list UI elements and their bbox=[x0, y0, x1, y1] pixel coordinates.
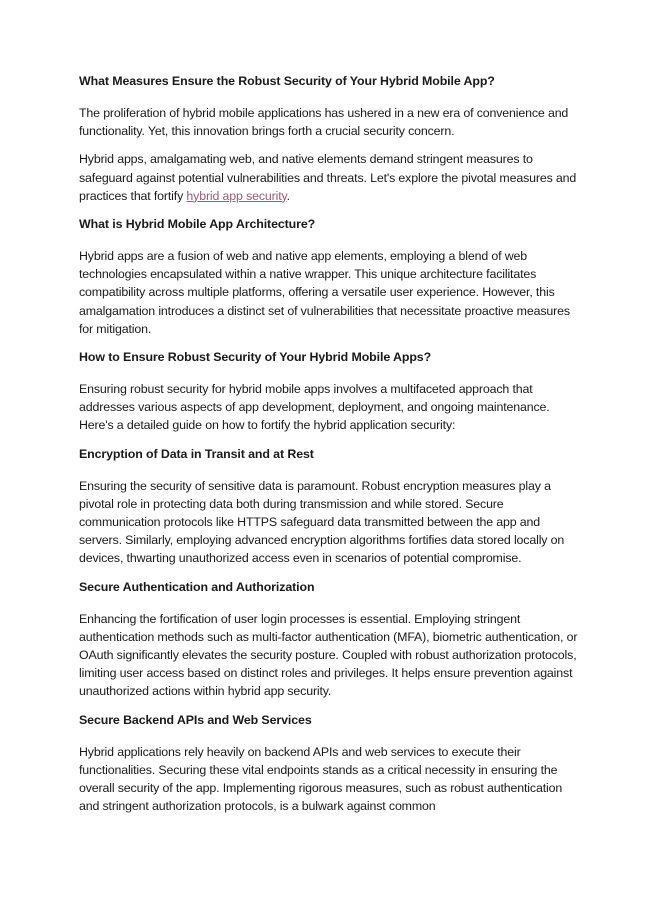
document-page bbox=[79, 72, 579, 825]
intro-paragraph-1: The proliferation of hybrid mobile applications has ushered in a new era of convenience and functionality. Yet, this innovation brings forth a crucial security concern. bbox=[79, 106, 569, 139]
ensure-security-heading: How to Ensure Robust Security of Your Hybrid Mobile Apps? bbox=[79, 350, 432, 365]
intro-paragraph-2 bbox=[79, 150, 579, 205]
architecture-heading: What is Hybrid Mobile App Architecture? bbox=[79, 217, 316, 232]
hybrid-app-security-link[interactable]: hybrid app security bbox=[186, 188, 287, 203]
encryption-paragraph: Ensuring the security of sensitive data is paramount. Robust encryption measures play a pivotal role in protecting data both during transmission and while stored. Secure communication protocols like HTTPS safeguard data transmitted between the app and servers. Similarly, employing advanced encryption algorithms fortifies data stored locally on devices, thwarting unauthorized access even in scenarios of potential compromise. bbox=[79, 478, 565, 566]
encryption-heading: Encryption of Data in Transit and at Rest bbox=[79, 446, 314, 461]
authentication-heading: Secure Authentication and Authorization bbox=[79, 579, 315, 594]
document-title: What Measures Ensure the Robust Security of Your Hybrid Mobile App? bbox=[79, 74, 495, 88]
architecture-paragraph: Hybrid apps are a fusion of web and native app elements, employing a blend of web technologies encapsulated within a native wrapper. This unique architecture facilitates compatibility across multiple platforms, offering a versatile user experience. However, this amalgamation introduces a distinct set of vulnerabilities that necessitate proactive measures for mitigation. bbox=[79, 249, 570, 336]
authentication-paragraph: Enhancing the fortification of user login processes is essential. Employing stringent authentication methods such as multi-factor authentication (MFA), biometric authentication, or OAuth significantly elevates the security posture. Coupled with robust authorization protocols, limiting user access based on distinct roles and privileges. It helps ensure prevention against unauthorized actions within hybrid app security. bbox=[79, 611, 578, 699]
backend-apis-paragraph: Hybrid applications rely heavily on backend APIs and web services to execute their functionalities. Securing these vital endpoints stands as a critical necessity in ensuring the overall security of the app. Implementing rigorous measures, such as robust authentication and stringent authorization protocols, is a bulwark against common bbox=[79, 744, 563, 814]
intro-paragraph-2-text: Hybrid apps, amalgamating web, and native elements demand stringent measures to safeguard against potential vulnerabilities and threats. Let's explore the pivotal measures and practices that fortify bbox=[79, 152, 577, 203]
intro-paragraph-2-end: . bbox=[286, 188, 290, 203]
backend-apis-heading: Secure Backend APIs and Web Services bbox=[79, 712, 312, 727]
ensure-security-paragraph: Ensuring robust security for hybrid mobile apps involves a multifaceted approach that addresses various aspects of app development, deployment, and ongoing maintenance. Here's a detailed guide on how to fortify the hybrid application security: bbox=[79, 382, 550, 433]
